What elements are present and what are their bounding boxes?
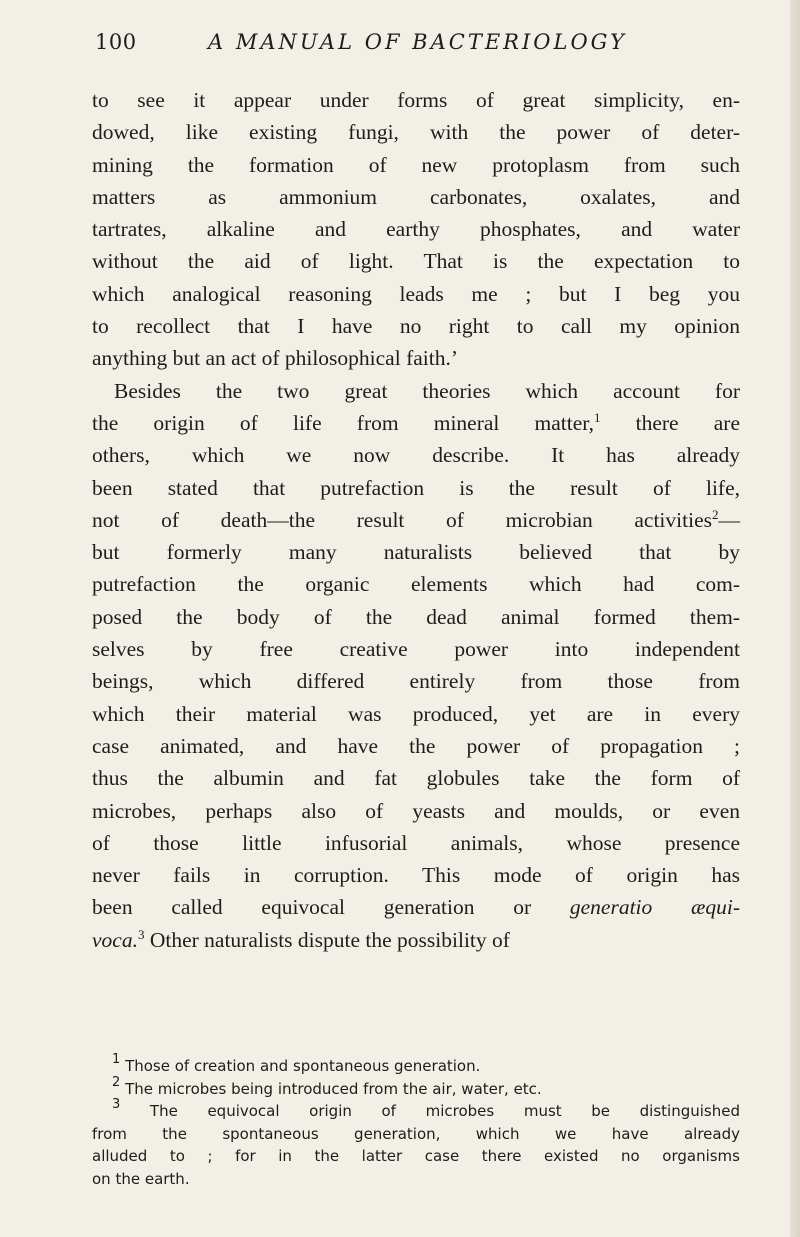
text-line: but formerly many naturalists believed that by [92,540,740,565]
text-line: microbes, perhaps also of yeasts and moulds, or even [92,798,740,823]
text-line: never fails in corruption. This mode of origin has [92,863,740,888]
footnote-ref: 2 [712,506,719,522]
footnote-ref: 3 [137,926,145,942]
footnote-3-line: from the spontaneous generation, which we have already [92,1124,740,1143]
text-line: putrefaction the organic elements which had com- [92,572,740,597]
text-line: tartrates, alkaline and earthy phosphates, and water [92,217,740,242]
text-segment: there are [600,410,740,435]
text-line: beings, which differed entirely from those from [92,669,740,694]
footnote-3-line: on the earth. [92,1169,190,1188]
footnote-ref: 1 [593,409,601,425]
text-line [92,407,740,439]
text-line: matters as ammonium carbonates, oxalates, and [92,184,740,209]
text-line: been stated that putrefaction is the result of life, [92,475,740,500]
body-text [92,84,740,956]
text-line: selves by free creative power into independent [92,637,740,662]
footnotes [92,1052,740,1190]
text-line [92,891,740,923]
page-edge-shadow [790,0,800,1237]
footnote-mark: 2 [112,1074,121,1090]
page-number: 100 [95,30,137,54]
footnote-3 [92,1097,740,1123]
text-segment: been called equivocal generation or [92,895,570,920]
text-line: others, which we now describe. It has already [92,443,740,468]
text-line: to recollect that I have no right to call my opinion [92,314,740,339]
footnote-text: Those of creation and spontaneous generation. [125,1057,481,1075]
text-line: thus the albumin and fat globules take the form of [92,766,740,791]
text-line: which their material was produced, yet are in every [92,701,740,726]
italic-term: generatio æqui- [569,895,740,920]
footnote-1 [92,1052,740,1078]
italic-term: voca. [92,927,138,952]
text-line: anything but an act of philosophical faith.’ [92,346,459,371]
text-line: of those little infusorial animals, whose presence [92,830,740,855]
footnote-text: The microbes being introduced from the air, water, etc. [125,1079,542,1098]
footnote-text: The equivocal origin of microbes must be distinguished [149,1102,740,1120]
text-line: posed the body of the dead animal formed them- [92,604,740,629]
text-segment: the origin of life from mineral matter, [92,410,594,435]
text-line: to see it appear under forms of great simplicity, en- [92,88,740,112]
text-segment: — [718,507,740,532]
footnote-mark: 1 [112,1052,121,1067]
running-head: A MANUAL OF BACTERIOLOGY [208,30,627,54]
text-line: mining the formation of new protoplasm from such [92,152,740,177]
page-header [95,30,735,66]
text-line: without the aid of light. That is the expectation to [92,249,740,274]
text-line: dowed, like existing fungi, with the power of deter- [92,120,740,145]
text-line: case animated, and have the power of propagation ; [92,733,740,758]
text-line: Besides the two great theories which account for [114,378,740,403]
text-line [92,504,740,536]
footnote-3-line: alluded to ; for in the latter case there existed no organisms [92,1147,740,1165]
footnote-mark: 3 [112,1097,121,1112]
text-segment: Other naturalists dispute the possibility of [144,927,510,952]
footnote-2 [92,1074,740,1101]
text-segment: not of death—the result of microbian activities [92,507,712,532]
text-line [92,924,740,956]
text-line: which analogical reasoning leads me ; but I beg you [92,281,740,306]
